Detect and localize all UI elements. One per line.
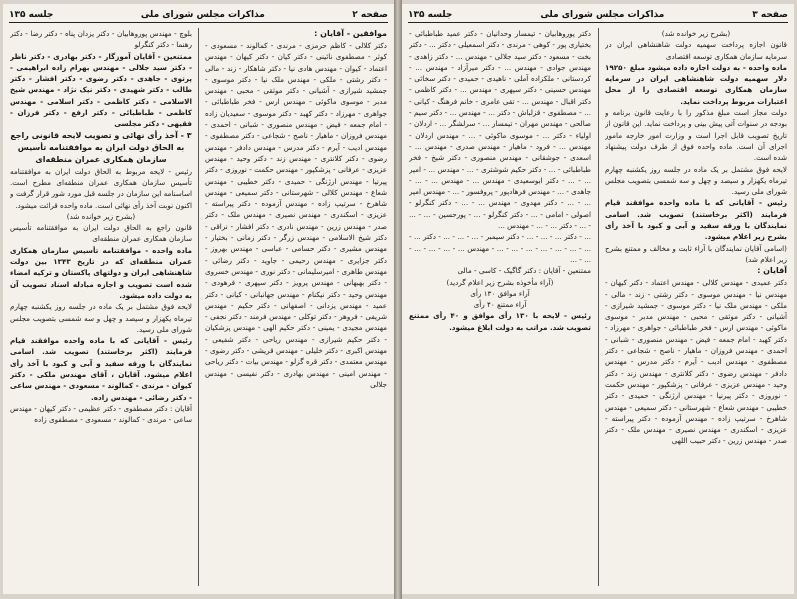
paragraph: رئیس - آقایانی که با ماده واحده موافقند قیام فرمایند (اکثر برخاستند) تصویب شد. اسامی نمایندگان با ورقه سفید و آبی و کبود با آخذ رأی اعلام میشود. آقایان ، آقای مهندس ملکی - دکتر کیوان - مرندی - کمالوند - مسعودی - مهندس ساعی - دکتر رضائی - مهندس زاده.: [10, 336, 192, 402]
right-page-session: جلسه ۱۳۵: [408, 10, 453, 20]
paragraph: (آراء مأخوذه بشرح زیر اعلام گردید): [446, 277, 554, 287]
left-page-column-divider: [198, 28, 199, 586]
left-page-title: مذاکرات مجلس شورای ملی: [140, 10, 265, 20]
paragraph: دکتر عمیدی - مهندس کلالی - مهندس اعتماد - دکتر کیهان - مهندس نیا - مهندس موسوی - دکتر رشتی - زند - مالی - ملکی - مهندس ملک نیا - دکتر موسوی - جمشید شیرازی - آشیانی - دکتر موثقی - محبی - مهندس مدبر - موسوی ماکوئی - مهندس ارس - فخر طباطبائی - جواهری - مهرزاد - دکتر کهبد - امام جمعه - فیض - مهندس منصوری - شبانی - احمدی - مهندس فروزان - ماهیار - ناصح - شجاعی - دکتر مصطفوی - مهندس ادیب - آیرم - دکتر مدرس - مهندس دادفر - مهندس رضوی - دکتر کلانتری - مهندس زند - دکتر وحید - مهندس عزیزی - عرفانی - پزشکپور - مهندس حکمت - نوروزی - دکتر پیرنیا - مهندس ارژنگی - حمیدی - دکتر خطیبی - مهندس شعاع - شهرستانی - دکتر سمیعی - مهندس شاهرخ - سرتیپ زاده - مهندس آزموده - دکتر پیراسته - عزیزی - اسکندری - مهندس نصیری - مهندس ملک - دکتر صدر - مهندس زرین - دکتر حبیب اللهی: [605, 278, 787, 446]
left-page-number: صفحه ۲: [352, 10, 388, 20]
right-page: [402, 4, 794, 594]
paragraph: رئیس - آقایانی که با ماده واحده موافقند قیام فرمایند (اکثر برخاستند) تصویب شد. اسامی نمایندگان با ورقه سفید و آبی و کبود با آخذ رأی بشرح زیر اعلام میشود.: [605, 198, 787, 242]
paragraph: ماده واحده - موافقتنامه تأسیس سازمان همکاری عمران منطقه‌ای که در تاریخ ۱۳۴۳ بین دولت شاهنشاهی ایران و دولتهای پاکستان و ترکیه امضاء شده است تصویب و اجازه مبادله اسناد تصویب آن به دولت داده میشود.: [10, 245, 192, 300]
right-page-header: [408, 8, 788, 23]
paragraph: (بشرح زیر خوانده شد): [661, 29, 731, 38]
paragraph: ممتنعین - آقایان : دکتر گاگیک - کاسی - مالی: [457, 266, 591, 276]
right-page-column-divider: [598, 28, 599, 586]
right-page-right-column: [605, 28, 787, 588]
left-page-right-column: [205, 28, 387, 588]
paragraph: قانون راجع به الحاق دولت ایران به موافقتنامه تأسیس سازمان همکاری عمران منطقه‌ای: [10, 223, 192, 244]
paragraph: آراء ممتنع ۴۰ رأی: [473, 300, 527, 310]
paragraph: لایحه فوق مشتمل بر یک ماده در جلسه روز یکشنبه چهارم تیرماه یکهزار و سیصد و چهل و سه شمسی بتصویب مجلس شورای ملی رسید.: [10, 302, 192, 334]
left-page-session: جلسه ۱۳۵: [9, 10, 54, 20]
right-page-number: صفحه ۳: [752, 10, 788, 20]
paragraph: رئیس - لایحه با ۱۳۰ رأی موافق و ۴۰ رأی ممتنع تصویب شد. مراتب به دولت ابلاغ میشود.: [409, 311, 591, 332]
right-page-title: مذاکرات مجلس شورای ملی: [540, 10, 665, 20]
paragraph: رئیس - لایحه مربوط به الحاق دولت ایران به موافقتنامه تأسیس سازمان همکاری عمران منطقه‌ای مطرح است. اساسنامه این سازمان در جلسه قبل مورد شور قرار گرفت و اکنون نوبت آخذ رأی نهائی است. ماده واحده قرائت میشود.: [10, 166, 192, 210]
paragraph: موافقین - آقایان :: [314, 29, 387, 38]
paragraph: دکتر کلالی - کاظم حرمزی - مرندی - کمالوند - مسعودی - کوثر - مصطفوی نائینی - دکتر کیان - دکتر کیهان - مهندس اعتماد - کیوان - مهندس هادی نیا - دکتر شاهکار - زند - مالی - دکتر رشتی - ملکی - مهندس ملک نیا - دکتر موسوی - جمشید شیرازی - آشیانی - دکتر موثقی - محبی - مهندس مدبر - موسوی ماکوئی - مهندس ارس - فخر طباطبائی - جواهری - مهرزاد - دکتر کهبد - دکتر موسوی - سعیدیان زاده - امام جمعه - فیض - مهندس منصوری - شبانی - احمدی - مهندس فروزان - ماهیار - ناصح - شجاعی - دکتر مصطفوی - مهندس ادیب - آیرم - دکتر مدرس - مهندس دادفر - مهندس رضوی - دکتر کلانتری - مهندس زند - دکتر وحید - مهندس عزیزی - عرفانی - پزشکپور - مهندس حکمت - نوروزی - دکتر پیرنیا - مهندس ارژنگی - حمیدی - دکتر خطیبی - مهندس شعاع - مهندس کلالی - شهرستانی - دکتر سمیعی - مهندس شاهرخ - سرتیپ زاده - مهندس آزموده - دکتر پیراسته - عزیزی - اسکندری - مهندس نصیری - مهندس ملک - دکتر صدر - مهندس زرین - مهندس نادری - دکتر افشار - نراقی - دکتر شیخ الاسلامی - مهندس زرگر - دکتر زمانی - بختیار - مهندس مشیری - دکتر حسامی - عباسی - مهندس بهروز - دکتر جزایری - مهندس رحیمی - جاوید - دکتر رضائی - مهندس طاهری - امیرسلیمانی - دکتر نوری - مهندس خسروی - دکتر بهبهانی - مهندس پرویز - دکتر سپهری - فرهودی - مهندس وحید - دکتر نیکنام - مهندس جهانبانی - کیانی - دکتر عمید - مهندس یزدانی - اصفهانی - دکتر حکیم - مهندس شریفی - فروهر - دکتر توکلی - مهندس فرمند - دکتر نجفی - مهندس مجیدی - یمینی - دکتر حکیم الهی - مهندس پزشکیان - دکتر حکیم شیرازی - مهندس ریاحی - دکتر شفیعی - مهندس اکبری - دکتر خلیلی - مهندس قریشی - دکتر رضوی - مهندس معتمدی - دکتر قره گزلو - مهندس بیات - دکتر ریاحی - مهندس امینی - مهندس بهادری - دکتر نفیسی - مهندس جلالی: [205, 41, 387, 389]
paragraph: آقایان : دکتر مصطفوی - دکتر عظیمی - دکتر کیهان - مهندس ساعی - مرندی - کمالوند - مسعودی - مصطفوی زاده: [10, 403, 192, 425]
right-page-left-column: [409, 28, 591, 588]
paragraph: ۳ - آخذ رأی نهائی و تصویب لایحه قانونی راجع به الحاق دولت ایران به موافقتنامه تأسیس سازمان همکاری عمران منطقه‌ای: [10, 130, 192, 164]
left-page: [3, 4, 394, 594]
paragraph: دکتر پوروهابیان - تیمسار وحدانیان - دکتر عمید طباطبائی - بختیاری پور - کوهی - مرندی - دکتر اسمعیلی - دکتر ... - دکتر بخت - مسعود - دکتر سید جلالی - مهندس ... - دکتر زاهدی - مهندس جوادی - مهندس ... - دکتر میرآزاد - مهندس ... - کردستانی - ملکزاده آملی - ناهیدی - حمیدی - دکتر سخائی - مهندس حسینی - دکتر سپهری - مهندس ... - دکتر کاظمی - دکتر اقبال - مهندس ... - تقی عامری - خانم فرهنگ - کیانی - ... - مصطفوی - قزلباش - دکتر ... - مهندس ... - دکتر سیم - صالحی - مهندس مهران - تیمسار ... - سرلشگر ... - اردلان - اولیاء - دکتر ... - موسوی ماکوئی - ... - مهندس اردلان - مهندس ... - فرود - ماهیار - مهندس صدری - مهندس ... - اسعدی - جوشقانی - مهندس منصوری - دکتر شیخ - فخر طباطبائی - ... - دکتر حکیم شوشتری - ... - مهندس ... - امیر ... - ... - دکتر ابوسعیدی - مهندس ... - مهندس ... - ... - جاهدی - ... - مهندس فرهادپور - پروفسور - ... - مهندس امیر ... - ... - دکتر مهدوی - مهندس ... - ... - دکتر کنگرلو - اصولی - امامی - ... - دکتر کنگرلو - ... - پورحسین - ... - ... - ... - دکتر ... - ... - مهندس ...: [409, 29, 591, 231]
left-page-left-column: [10, 28, 192, 588]
paragraph: (اسامی آقایان نمایندگان با آراء ثابت و مخالف و ممتنع بشرح زیر اعلام شد): [605, 243, 787, 264]
paragraph: آقایان :: [757, 266, 787, 276]
paragraph: ماده واحده - به دولت اجازه داده میشود مبلغ ۱۹۲۵۰ دلار سهمیه دولت شاهنشاهی ایران در سرمایه سازمان همکاری توسعه اقتصادی را از محل اعتبارات مربوط پرداخت نماید.: [605, 62, 787, 106]
paragraph: آراء موافق ۱۳۰ رأی: [470, 288, 530, 298]
paragraph: ... - دکتر ... - ... - ... - دکتر سیمبر - ... - ... - ... - دکتر ... - ... - ... - ... - ... - ... - ... - ... - مهندس ... - ... - ... - ... - ... - ...: [409, 232, 591, 264]
paragraph: بلوچ - مهندس پوروهابیان - دکتر یزدان پناه - دکتر رضا - دکتر رهنما - دکتر کنگرلو: [10, 29, 192, 50]
paragraph: لایحه فوق مشتمل بر یک ماده در جلسه روز یکشنبه چهارم تیرماه یکهزار و سیصد و چهل و سه شمسی بتصویب مجلس شورای ملی رسید.: [605, 164, 787, 197]
paragraph: ممتنعین - آقایان آموزگار - دکتر بهادری - دکتر ناظر - دکتر سید جلالی - مهندس بهرام زاده ابراهیمی - پرتوی - جاهدی - دکتر رضوی - دکتر افشار - دکتر طالب - دکتر شهیدی - دکتر نیک نژاد - مهندس شیخ الاسلامی - دکتر کاظمی - دکتر اسلامی - مهندس کاظمی - طباطبائی - دکتر ارفع - دکتر فرزان - فقیهی - دکتر مجلسی: [10, 51, 192, 129]
paragraph: دولت مجاز است مبلغ مذکور را با رعایت قانون برنامه و بودجه در سنوات آتی پیش بینی و پرداخت نماید. این قانون از تاریخ تصویب قابل اجرا است و وزارت امور خارجه مامور اجرای آن است. ماده واحده فوق از طرف دولت پیشنهاد شده است.: [605, 108, 787, 163]
paragraph: (بشرح زیر خوانده شد): [66, 211, 136, 221]
book-gutter: [394, 0, 402, 599]
left-page-header: [9, 8, 388, 23]
paragraph: قانون اجازه پرداخت سهمیه دولت شاهنشاهی ایران در سرمایه سازمان همکاری توسعه اقتصادی: [605, 40, 787, 61]
